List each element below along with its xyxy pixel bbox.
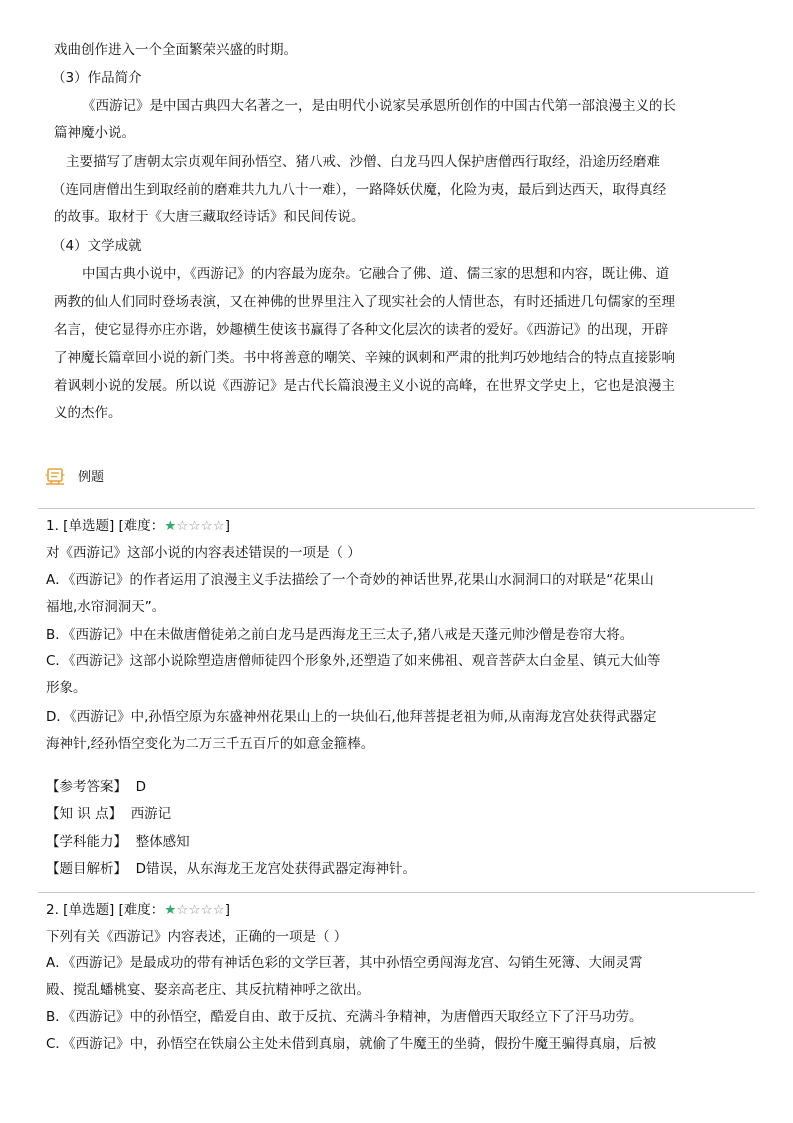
option-b: B．《西游记》中的孙悟空，酷爱自由、敢于反抗、充满斗争精神，为唐僧西天取经立下了汗马功劳。 xyxy=(46,1009,643,1025)
section-header-label: 例题 xyxy=(78,470,105,485)
question-meta xyxy=(46,516,230,536)
paragraph-line: 义的杰作。 xyxy=(54,405,122,421)
question-number-type: 1. [单选题] [难度： xyxy=(46,518,165,534)
question-stem: 对《西游记》这部小说的内容表述错误的一项是（ ） xyxy=(46,545,361,561)
board-icon xyxy=(44,466,66,488)
difficulty-star-filled-icon: ★ xyxy=(164,902,177,918)
option-c: C．《西游记》中，孙悟空在铁扇公主处未借到真扇，就偷了牛魔王的坐骑，假扮牛魔王骗得真扇，后被 xyxy=(46,1036,657,1052)
answer-label: 【参考答案】 xyxy=(46,779,127,795)
option-a-cont: 福地,水帘洞洞天”。 xyxy=(46,599,166,615)
option-a-cont: 殿、搅乱蟠桃宴、娶亲高老庄、其反抗精神呼之欲出。 xyxy=(46,982,370,998)
answer-value: D xyxy=(135,779,146,795)
divider xyxy=(38,508,755,509)
meta-close-bracket: ] xyxy=(224,518,231,534)
question-number-type: 2. [单选题] [难度： xyxy=(46,902,165,918)
section-title: （3）作品简介 xyxy=(52,70,142,86)
option-a: A．《西游记》的作者运用了浪漫主义手法描绘了一个奇妙的神话世界,花果山水洞洞口的对联是“花果山 xyxy=(46,572,654,588)
knowledge-point-row xyxy=(46,804,171,824)
paragraph-line: 篇神魔小说。 xyxy=(54,125,135,141)
option-b: B．《西游记》中在未做唐僧徒弟之前白龙马是西海龙王三太子,猪八戒是天蓬元帅沙僧是卷帘大将。 xyxy=(46,627,634,643)
intro-line: 戏曲创作进入一个全面繁荣兴盛的时期。 xyxy=(54,42,297,58)
paragraph-line: 着讽刺小说的发展。所以说《西游记》是古代长篇浪漫主义小说的高峰，在世界文学史上，它也是浪漫主 xyxy=(54,378,675,394)
paragraph-line: 主要描写了唐朝太宗贞观年间孙悟空、猪八戒、沙僧、白龙马四人保护唐僧西行取经，沿途历经磨难 xyxy=(66,154,660,170)
knowledge-point-value: 西游记 xyxy=(130,806,172,822)
analysis-row xyxy=(46,859,416,879)
paragraph-line: （连同唐僧出生到取经前的磨难共九九八十一难），一路降妖伏魔，化险为夷，最后到达西天，取得真经 xyxy=(52,182,667,198)
meta-close-bracket: ] xyxy=(224,902,231,918)
option-c: C．《西游记》这部小说除塑造唐僧师徒四个形象外,还塑造了如来佛祖、观音菩萨太白金星、镇元大仙等 xyxy=(46,653,661,669)
difficulty-star-empty-icon: ☆☆☆☆ xyxy=(176,902,225,918)
paragraph-line: 的故事。取材于《大唐三藏取经诗话》和民间传说。 xyxy=(54,209,365,225)
paragraph-line: 中国古典小说中，《西游记》的内容最为庞杂。它融合了佛、道、儒三家的思想和内容，既让佛、道 xyxy=(82,266,670,282)
option-a: A．《西游记》是最成功的带有神话色彩的文学巨著，其中孙悟空勇闯海龙宫、勾销生死簿、大闹灵霄 xyxy=(46,955,643,971)
paragraph-line: 两教的仙人们同时登场表演，又在神佛的世界里注入了现实社会的人情世态，有时还插进几句儒家的至理 xyxy=(54,294,675,310)
paragraph-line: 了神魔长篇章回小说的新门类。书中将善意的嘲笑、辛辣的讽刺和严肃的批判巧妙地结合的特点直接影响 xyxy=(54,350,675,366)
analysis-label: 【题目解析】 xyxy=(46,861,127,877)
ability-value: 整体感知 xyxy=(135,834,190,850)
ability-label: 【学科能力】 xyxy=(46,834,127,850)
paragraph-line: 名言，使它显得亦庄亦谐，妙趣横生使该书赢得了各种文化层次的读者的爱好。《西游记》的出现，开辟 xyxy=(54,322,669,338)
analysis-value: D错误，从东海龙王龙宫处获得武器定海神针。 xyxy=(135,861,416,877)
paragraph-line: 《西游记》是中国古典四大名著之一，是由明代小说家吴承恩所创作的中国古代第一部浪漫主义的长 xyxy=(82,98,676,114)
difficulty-star-empty-icon: ☆☆☆☆ xyxy=(176,518,225,534)
question-stem: 下列有关《西游记》内容表述，正确的一项是（ ） xyxy=(46,929,348,945)
option-c-cont: 形象。 xyxy=(46,680,87,696)
knowledge-point-label: 【知 识 点】 xyxy=(46,806,123,822)
option-d: D．《西游记》中,孙悟空原为东盛神州花果山上的一块仙石,他拜菩提老祖为师,从南海龙宫处获得武器定 xyxy=(46,709,657,725)
option-d-cont: 海神针,经孙悟空变化为二万三千五百斤的如意金箍棒。 xyxy=(46,736,375,752)
question-meta xyxy=(46,900,230,920)
ability-row xyxy=(46,832,190,852)
divider xyxy=(38,892,755,893)
answer-row xyxy=(46,777,146,797)
difficulty-star-filled-icon: ★ xyxy=(164,518,177,534)
section-title: （4）文学成就 xyxy=(52,238,142,254)
